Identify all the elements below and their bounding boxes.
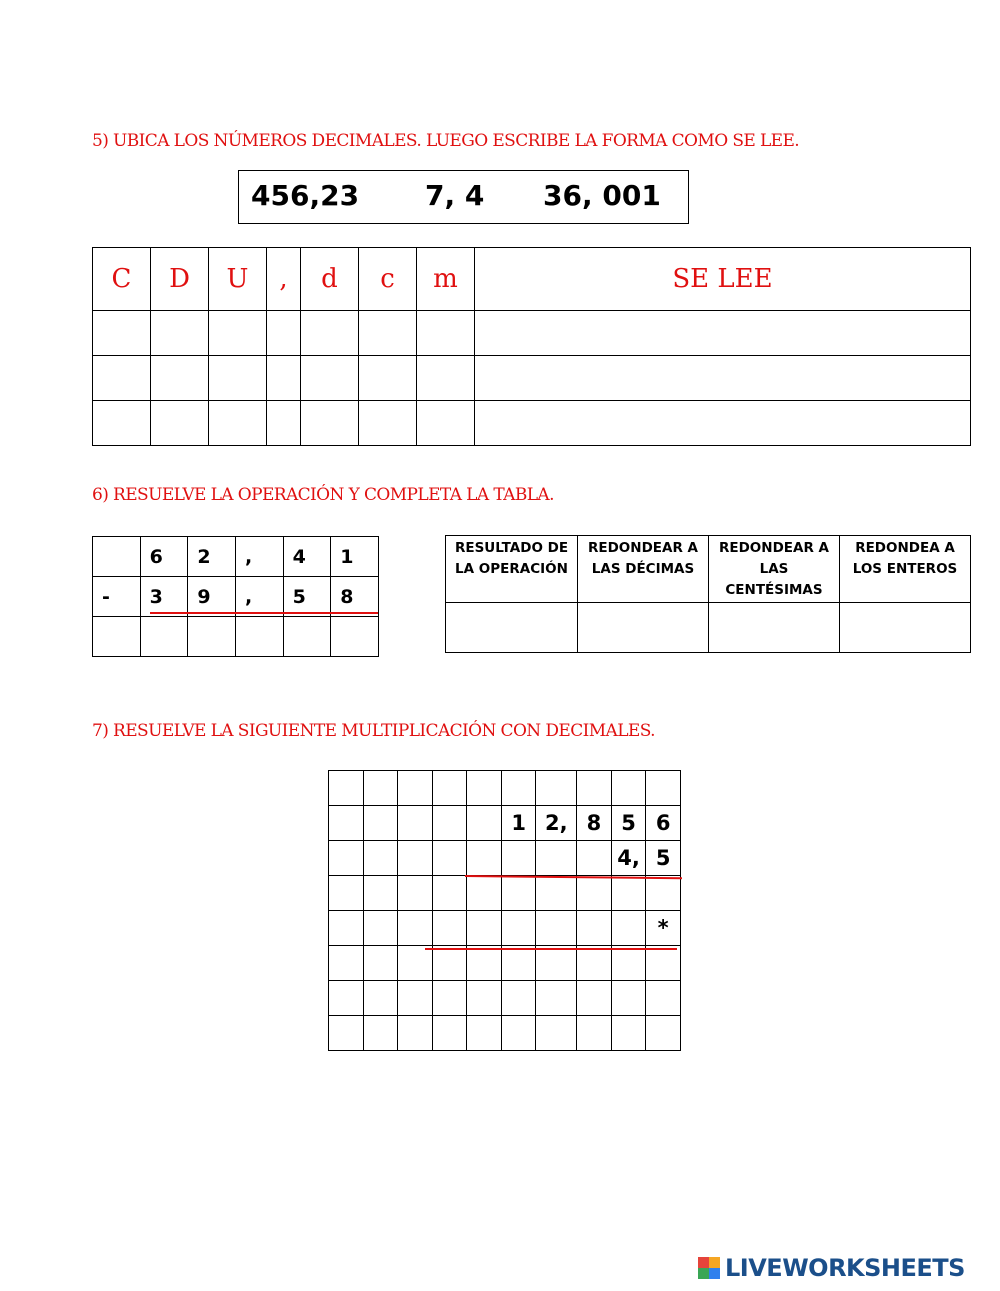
- multiplication-grid: [328, 770, 681, 1051]
- answer-cell[interactable]: [267, 356, 301, 401]
- grid-cell[interactable]: [611, 876, 646, 911]
- answer-cell[interactable]: [93, 356, 151, 401]
- grid-cell[interactable]: [363, 911, 398, 946]
- grid-cell[interactable]: [329, 841, 364, 876]
- grid-cell: 3: [140, 577, 188, 617]
- grid-cell[interactable]: [611, 981, 646, 1016]
- grid-cell[interactable]: [329, 806, 364, 841]
- place-value-header-row: [93, 248, 971, 311]
- number-1: 456,23: [251, 179, 360, 212]
- grid-cell[interactable]: [432, 981, 467, 1016]
- answer-cell[interactable]: [446, 603, 578, 653]
- grid-cell[interactable]: [646, 771, 681, 806]
- answer-cell[interactable]: [267, 311, 301, 356]
- grid-cell[interactable]: [363, 1016, 398, 1051]
- grid-cell[interactable]: [398, 876, 433, 911]
- answer-cell[interactable]: [417, 311, 475, 356]
- answer-cell[interactable]: [840, 603, 971, 653]
- section-6-heading: 6) RESUELVE LA OPERACIÓN Y COMPLETA LA TABLA.: [92, 485, 554, 505]
- grid-cell[interactable]: [432, 1016, 467, 1051]
- grid-cell[interactable]: [329, 876, 364, 911]
- grid-row-multiplier: [329, 841, 681, 876]
- grid-cell[interactable]: [646, 946, 681, 981]
- grid-cell[interactable]: [536, 911, 577, 946]
- header-resultado: RESULTADO DE LA OPERACIÓN: [446, 536, 578, 603]
- grid-cell: ,: [235, 577, 283, 617]
- grid-cell[interactable]: [398, 1016, 433, 1051]
- col-centesimos: c: [359, 248, 417, 311]
- grid-cell[interactable]: [646, 981, 681, 1016]
- answer-cell[interactable]: [188, 617, 236, 657]
- answer-cell[interactable]: [235, 617, 283, 657]
- grid-cell[interactable]: [577, 1016, 612, 1051]
- digit-cell: 6: [646, 806, 681, 841]
- grid-cell[interactable]: [329, 771, 364, 806]
- digit-cell: 5: [611, 806, 646, 841]
- grid-cell[interactable]: [432, 771, 467, 806]
- answer-cell[interactable]: [209, 401, 267, 446]
- answer-cell[interactable]: [151, 401, 209, 446]
- grid-cell[interactable]: [363, 841, 398, 876]
- grid-cell[interactable]: [329, 946, 364, 981]
- grid-cell[interactable]: [432, 911, 467, 946]
- brand-name: LIVEWORKSHEETS: [725, 1254, 965, 1282]
- answer-cell[interactable]: [209, 356, 267, 401]
- grid-row: [329, 876, 681, 911]
- grid-cell[interactable]: [501, 911, 536, 946]
- subtraction-underline: [150, 612, 378, 614]
- grid-cell[interactable]: [536, 946, 577, 981]
- header-enteros: REDONDEA A LOS ENTEROS: [840, 536, 971, 603]
- grid-cell[interactable]: [398, 946, 433, 981]
- grid-cell[interactable]: [611, 911, 646, 946]
- grid-cell[interactable]: [363, 771, 398, 806]
- answer-cell[interactable]: [417, 401, 475, 446]
- subtraction-row-result: [93, 617, 379, 657]
- liveworksheets-logo: [698, 1254, 965, 1282]
- answer-cell[interactable]: [359, 356, 417, 401]
- decimal-numbers-box: [238, 170, 689, 224]
- col-comma: ,: [267, 248, 301, 311]
- grid-cell[interactable]: [363, 981, 398, 1016]
- grid-cell: 6: [140, 537, 188, 577]
- answer-cell[interactable]: [93, 617, 141, 657]
- grid-cell[interactable]: [536, 771, 577, 806]
- grid-cell[interactable]: [467, 911, 502, 946]
- subtraction-grid: [92, 536, 379, 657]
- grid-cell[interactable]: [398, 981, 433, 1016]
- grid-cell[interactable]: [501, 981, 536, 1016]
- header-decimas: REDONDEAR A LAS DÉCIMAS: [578, 536, 709, 603]
- col-unidades: U: [209, 248, 267, 311]
- grid-cell[interactable]: [536, 876, 577, 911]
- grid-cell: 9: [188, 577, 236, 617]
- grid-cell[interactable]: [363, 806, 398, 841]
- grid-cell[interactable]: [398, 911, 433, 946]
- grid-cell[interactable]: [536, 841, 577, 876]
- grid-cell: 2: [188, 537, 236, 577]
- col-milesimos: m: [417, 248, 475, 311]
- asterisk-marker: *: [646, 911, 681, 946]
- answer-cell[interactable]: [283, 617, 331, 657]
- grid-cell[interactable]: [577, 981, 612, 1016]
- table-row: [446, 603, 971, 653]
- grid-cell[interactable]: [646, 1016, 681, 1051]
- col-centenas: C: [93, 248, 151, 311]
- grid-row: [329, 1016, 681, 1051]
- grid-cell[interactable]: [467, 946, 502, 981]
- table-row: [93, 311, 971, 356]
- answer-cell[interactable]: [475, 356, 971, 401]
- grid-cell[interactable]: [432, 876, 467, 911]
- minus-sign: -: [93, 577, 141, 617]
- grid-cell[interactable]: [363, 876, 398, 911]
- answer-cell[interactable]: [267, 401, 301, 446]
- grid-cell[interactable]: [501, 771, 536, 806]
- answer-cell[interactable]: [301, 356, 359, 401]
- grid-cell[interactable]: [432, 841, 467, 876]
- grid-cell[interactable]: [432, 946, 467, 981]
- digit-cell: 2,: [536, 806, 577, 841]
- grid-cell: ,: [235, 537, 283, 577]
- grid-cell: 8: [331, 577, 379, 617]
- grid-cell: 4: [283, 537, 331, 577]
- answer-cell[interactable]: [140, 617, 188, 657]
- digit-cell: 4,: [611, 841, 646, 876]
- answer-cell[interactable]: [417, 356, 475, 401]
- subtraction-row-minuend: [93, 537, 379, 577]
- grid-row: [329, 981, 681, 1016]
- multiplication-underline-2: [425, 948, 677, 950]
- grid-cell[interactable]: [646, 876, 681, 911]
- rounding-header-row: [446, 536, 971, 603]
- number-2: 7, 4: [425, 179, 485, 212]
- grid-cell[interactable]: [536, 981, 577, 1016]
- digit-cell: 1: [501, 806, 536, 841]
- rounding-table: [445, 535, 971, 653]
- answer-cell[interactable]: [151, 311, 209, 356]
- grid-cell[interactable]: [501, 841, 536, 876]
- grid-row: [329, 771, 681, 806]
- grid-cell[interactable]: [329, 1016, 364, 1051]
- grid-row: [329, 911, 681, 946]
- grid-cell[interactable]: [501, 876, 536, 911]
- grid-cell[interactable]: [611, 946, 646, 981]
- answer-cell[interactable]: [301, 401, 359, 446]
- header-centesimas: REDONDEAR A LAS CENTÉSIMAS: [709, 536, 840, 603]
- table-row: [93, 356, 971, 401]
- grid-cell[interactable]: [577, 771, 612, 806]
- grid-cell[interactable]: [501, 1016, 536, 1051]
- grid-cell[interactable]: [577, 946, 612, 981]
- grid-cell[interactable]: [398, 841, 433, 876]
- grid-row-multiplicand: [329, 806, 681, 841]
- grid-cell: 5: [283, 577, 331, 617]
- digit-cell: 5: [646, 841, 681, 876]
- grid-cell[interactable]: [611, 771, 646, 806]
- grid-row: [329, 946, 681, 981]
- section-5-heading: 5) UBICA LOS NÚMEROS DECIMALES. LUEGO ESCRIBE LA FORMA COMO SE LEE.: [92, 131, 800, 151]
- answer-cell[interactable]: [93, 401, 151, 446]
- section-7-heading: 7) RESUELVE LA SIGUIENTE MULTIPLICACIÓN CON DECIMALES.: [92, 721, 655, 741]
- answer-cell[interactable]: [151, 356, 209, 401]
- col-decimos: d: [301, 248, 359, 311]
- grid-cell[interactable]: [432, 806, 467, 841]
- answer-cell[interactable]: [301, 311, 359, 356]
- answer-cell[interactable]: [578, 603, 709, 653]
- grid-cell[interactable]: [363, 946, 398, 981]
- place-value-table: [92, 247, 971, 446]
- grid-cell[interactable]: [398, 771, 433, 806]
- grid-cell[interactable]: [536, 1016, 577, 1051]
- grid-cell: [93, 537, 141, 577]
- grid-cell[interactable]: [329, 981, 364, 1016]
- grid-cell[interactable]: [467, 876, 502, 911]
- grid-cell: 1: [331, 537, 379, 577]
- grid-cell[interactable]: [577, 876, 612, 911]
- answer-cell[interactable]: [709, 603, 840, 653]
- digit-cell: 8: [577, 806, 612, 841]
- col-decenas: D: [151, 248, 209, 311]
- grid-cell[interactable]: [611, 1016, 646, 1051]
- col-se-lee: SE LEE: [475, 248, 971, 311]
- answer-cell[interactable]: [331, 617, 379, 657]
- answer-cell[interactable]: [359, 401, 417, 446]
- grid-cell[interactable]: [501, 946, 536, 981]
- grid-cell[interactable]: [577, 841, 612, 876]
- grid-cell[interactable]: [398, 806, 433, 841]
- grid-cell[interactable]: [467, 771, 502, 806]
- answer-cell[interactable]: [209, 311, 267, 356]
- grid-cell[interactable]: [329, 911, 364, 946]
- grid-cell[interactable]: [577, 911, 612, 946]
- answer-cell[interactable]: [359, 311, 417, 356]
- grid-cell[interactable]: [467, 1016, 502, 1051]
- subtraction-row-subtrahend: [93, 577, 379, 617]
- grid-cell[interactable]: [467, 841, 502, 876]
- table-row: [93, 401, 971, 446]
- grid-cell[interactable]: [467, 981, 502, 1016]
- number-3: 36, 001: [543, 179, 661, 212]
- grid-cell[interactable]: [467, 806, 502, 841]
- answer-cell[interactable]: [475, 311, 971, 356]
- answer-cell[interactable]: [475, 401, 971, 446]
- answer-cell[interactable]: [93, 311, 151, 356]
- liveworksheets-icon: [698, 1257, 720, 1279]
